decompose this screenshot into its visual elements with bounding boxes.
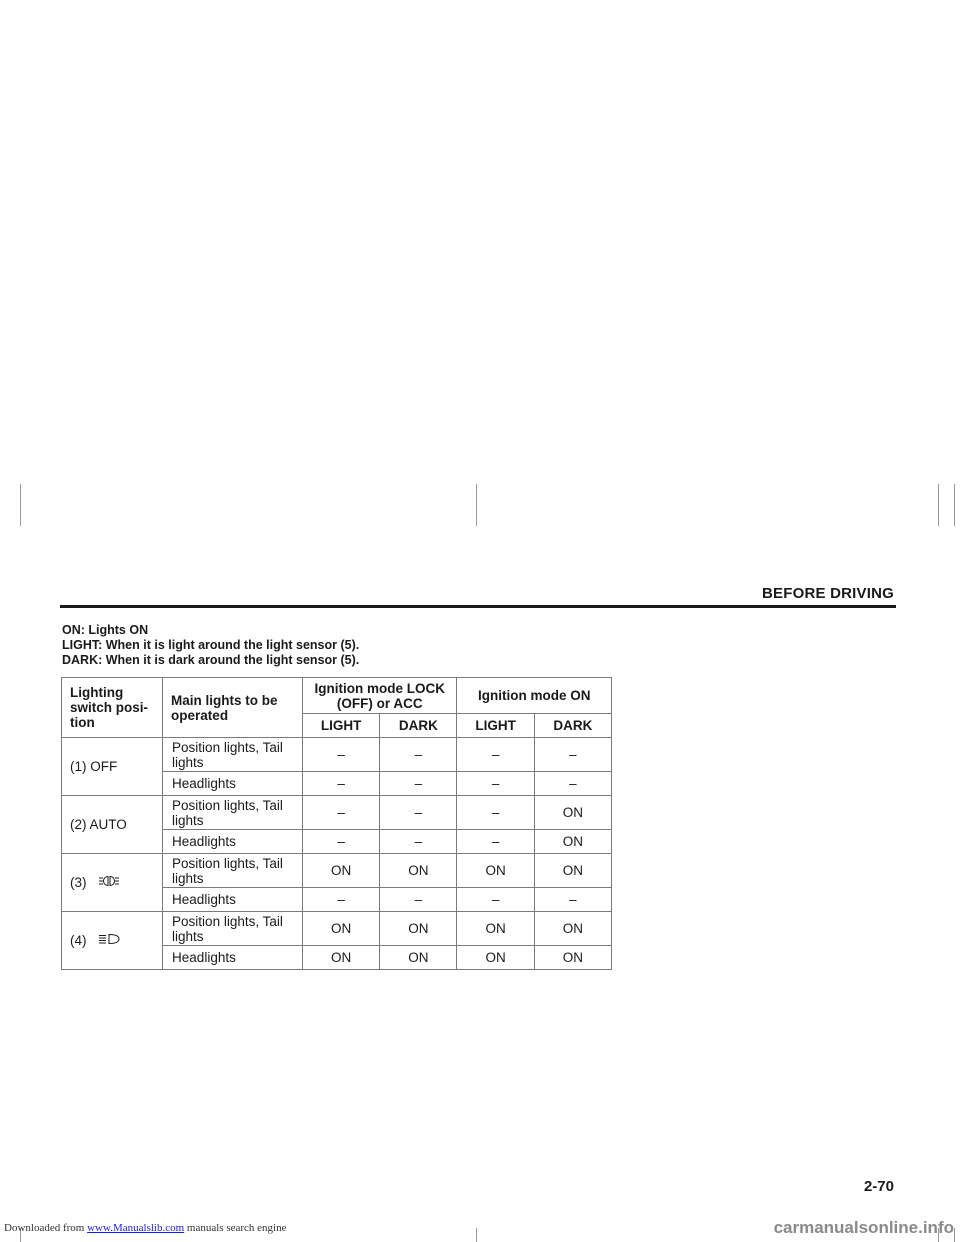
main-lights-cell: Headlights bbox=[163, 888, 303, 912]
table-row bbox=[62, 738, 612, 772]
value-cell: – bbox=[534, 738, 611, 772]
position-label: (2) AUTO bbox=[70, 817, 127, 832]
page-number: 2-70 bbox=[863, 1178, 894, 1195]
table-row bbox=[62, 796, 612, 830]
value-cell: – bbox=[380, 796, 457, 830]
legend-light: LIGHT: When it is light around the light sensor (5). bbox=[62, 638, 360, 652]
switch-position bbox=[62, 738, 163, 796]
legend bbox=[62, 623, 359, 668]
value-cell: – bbox=[534, 772, 611, 796]
value-cell: – bbox=[303, 830, 380, 854]
legend-dark: DARK: When it is dark around the light sensor (5). bbox=[62, 653, 360, 667]
switch-position bbox=[62, 796, 163, 854]
value-cell: ON bbox=[380, 946, 457, 970]
value-cell: – bbox=[457, 888, 534, 912]
footer-prefix: Downloaded from bbox=[4, 1222, 85, 1234]
headlights-icon bbox=[98, 933, 120, 948]
value-cell: ON bbox=[457, 912, 534, 946]
value-cell: ON bbox=[380, 854, 457, 888]
value-cell: ON bbox=[457, 946, 534, 970]
main-lights-cell: Position lights, Tail lights bbox=[163, 854, 303, 888]
value-cell: – bbox=[303, 738, 380, 772]
value-cell: – bbox=[380, 772, 457, 796]
main-lights-cell: Position lights, Tail lights bbox=[163, 912, 303, 946]
position-lights-icon bbox=[98, 875, 120, 890]
download-footer bbox=[4, 1222, 286, 1234]
position-label: (1) OFF bbox=[70, 759, 118, 774]
value-cell: ON bbox=[457, 854, 534, 888]
header-ign-lock-acc: Ignition mode LOCK (OFF) or ACC bbox=[303, 678, 457, 714]
table-header-row bbox=[62, 678, 612, 714]
value-cell: – bbox=[380, 830, 457, 854]
header-ign-on: Ignition mode ON bbox=[457, 678, 612, 714]
value-cell: ON bbox=[534, 912, 611, 946]
table-row bbox=[62, 854, 612, 888]
main-lights-cell: Headlights bbox=[163, 830, 303, 854]
header-position: Lighting switch posi- tion bbox=[62, 678, 163, 738]
crop-mark bbox=[938, 484, 939, 526]
value-cell: ON bbox=[303, 946, 380, 970]
switch-position bbox=[62, 854, 163, 912]
value-cell: ON bbox=[303, 912, 380, 946]
crop-mark bbox=[20, 484, 21, 526]
value-cell: – bbox=[303, 888, 380, 912]
crop-mark bbox=[476, 1228, 477, 1242]
value-cell: – bbox=[534, 888, 611, 912]
value-cell: ON bbox=[303, 854, 380, 888]
header-rule bbox=[60, 605, 896, 608]
value-cell: ON bbox=[534, 830, 611, 854]
main-lights-cell: Position lights, Tail lights bbox=[163, 738, 303, 772]
watermark: carmanualsonline.info bbox=[773, 1218, 954, 1237]
position-label: (3) bbox=[70, 874, 87, 890]
value-cell: – bbox=[457, 830, 534, 854]
main-lights-cell: Position lights, Tail lights bbox=[163, 796, 303, 830]
main-lights-cell: Headlights bbox=[163, 772, 303, 796]
switch-position bbox=[62, 912, 163, 970]
value-cell: – bbox=[303, 796, 380, 830]
value-cell: ON bbox=[534, 854, 611, 888]
header-light: LIGHT bbox=[303, 714, 380, 738]
position-label: (4) bbox=[70, 932, 87, 948]
section-title: BEFORE DRIVING bbox=[762, 585, 894, 602]
crop-mark bbox=[954, 1228, 955, 1242]
main-lights-cell: Headlights bbox=[163, 946, 303, 970]
crop-mark bbox=[476, 484, 477, 526]
header-dark: DARK bbox=[380, 714, 457, 738]
footer-suffix: manuals search engine bbox=[184, 1222, 287, 1234]
value-cell: ON bbox=[534, 946, 611, 970]
value-cell: ON bbox=[534, 796, 611, 830]
manualslib-link[interactable]: www.Manualslib.com bbox=[87, 1222, 185, 1234]
table-row bbox=[62, 912, 612, 946]
header-main-lights: Main lights to be operated bbox=[163, 678, 303, 738]
legend-on: ON: Lights ON bbox=[62, 623, 149, 637]
header-dark: DARK bbox=[534, 714, 611, 738]
value-cell: – bbox=[457, 796, 534, 830]
value-cell: – bbox=[303, 772, 380, 796]
value-cell: – bbox=[380, 888, 457, 912]
lighting-table bbox=[61, 677, 612, 970]
crop-mark bbox=[954, 484, 955, 526]
value-cell: – bbox=[380, 738, 457, 772]
header-light: LIGHT bbox=[457, 714, 534, 738]
value-cell: – bbox=[457, 772, 534, 796]
value-cell: ON bbox=[380, 912, 457, 946]
value-cell: – bbox=[457, 738, 534, 772]
